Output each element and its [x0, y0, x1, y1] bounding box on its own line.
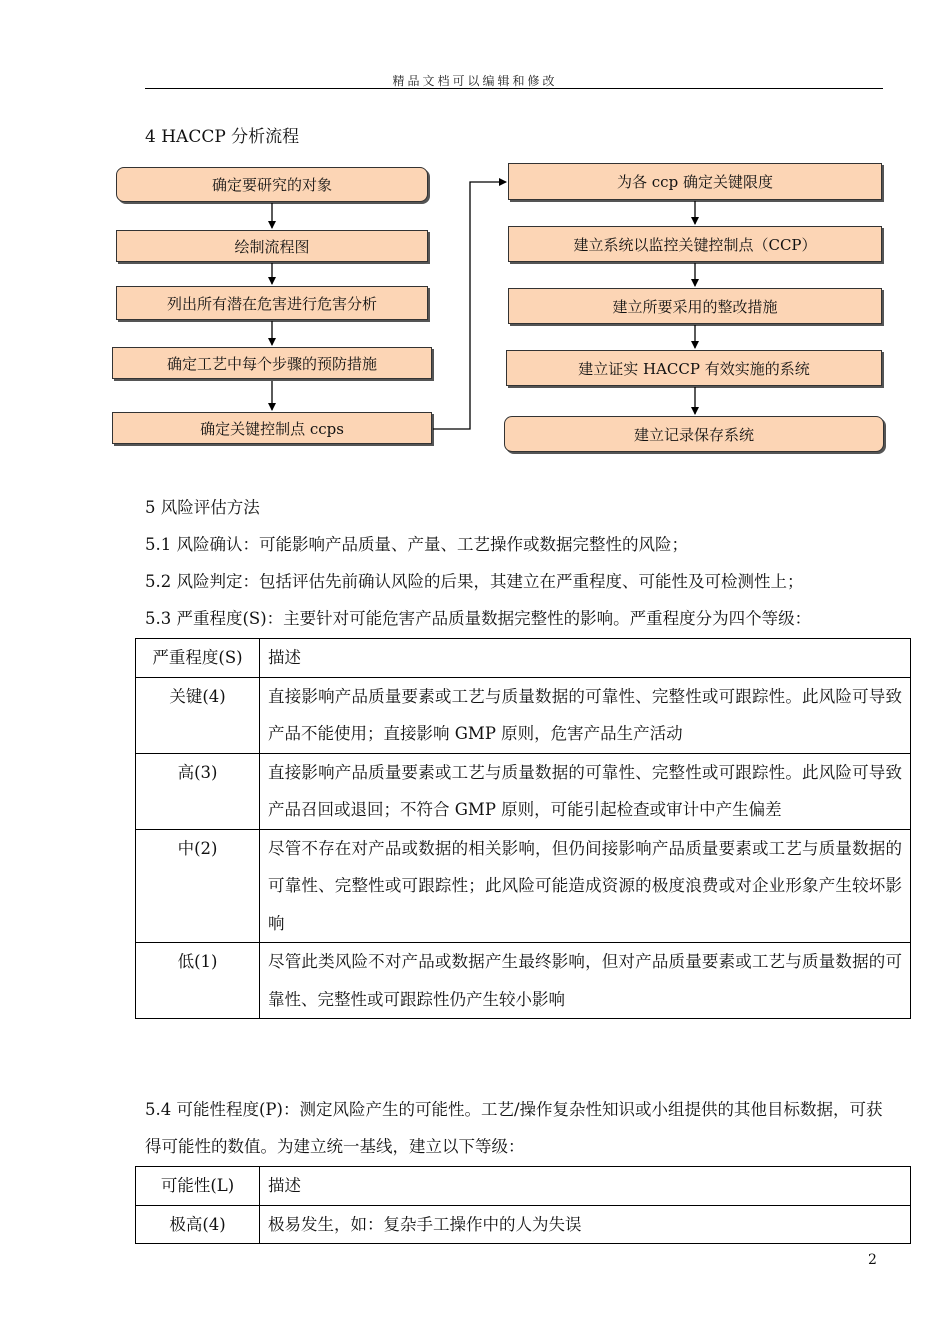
flow-step-6: 为各 ccp 确定关键限度	[508, 163, 882, 200]
section-5-title: 5 风险评估方法	[145, 498, 260, 517]
page-header: 精品文档可以编辑和修改	[392, 74, 558, 88]
severity-description: 尽管不存在对产品或数据的相关影响，但仍间接影响产品质量要素或工艺与质量数据的可靠性、完整性或可跟踪性；此风险可能造成资源的极度浪费或对企业形象产生较坏影响	[260, 829, 911, 943]
table-header-row	[136, 1167, 911, 1206]
flow-step-1: 确定要研究的对象	[116, 167, 428, 202]
paragraph-5-4: 5.4 可能性程度(P)：测定风险产生的可能性。工艺/操作复杂性知识或小组提供的其他目标数据，可获得可能性的数值。为建立统一基线，建立以下等级：	[145, 1100, 883, 1156]
table-row	[136, 943, 911, 1019]
flow-step-8: 建立所要采用的整改措施	[508, 288, 882, 324]
likelihood-level: 极高(4)	[136, 1205, 260, 1244]
flow-step-10: 建立记录保存系统	[504, 416, 884, 452]
header-cell-description: 描述	[260, 1167, 911, 1206]
table-row	[136, 677, 911, 753]
flow-arrows	[0, 0, 950, 470]
severity-description: 直接影响产品质量要素或工艺与质量数据的可靠性、完整性或可跟踪性。此风险可导致产品召回或退回；不符合 GMP 原则，可能引起检查或审计中产生偏差	[260, 753, 911, 829]
paragraph-5-2: 5.2 风险判定：包括评估先前确认风险的后果，其建立在严重程度、可能性及可检测性上；	[145, 572, 804, 591]
header-cell-severity: 严重程度(S)	[136, 639, 260, 678]
header-cell-description: 描述	[260, 639, 911, 678]
table-header-row	[136, 639, 911, 678]
likelihood-table	[135, 1166, 911, 1244]
table-row	[136, 753, 911, 829]
flow-step-2: 绘制流程图	[116, 230, 428, 262]
table-row	[136, 1205, 911, 1244]
severity-level: 中(2)	[136, 829, 260, 943]
likelihood-description: 极易发生，如：复杂手工操作中的人为失误	[260, 1205, 911, 1244]
flow-step-7: 建立系统以监控关键控制点（CCP）	[508, 226, 882, 262]
section-4-title: 4 HACCP 分析流程	[145, 127, 300, 147]
severity-table	[135, 638, 911, 1019]
severity-level: 关键(4)	[136, 677, 260, 753]
arrow-5-6	[433, 182, 506, 429]
severity-description: 直接影响产品质量要素或工艺与质量数据的可靠性、完整性或可跟踪性。此风险可导致产品不能使用；直接影响 GMP 原则，危害产品生产活动	[260, 677, 911, 753]
table-row	[136, 829, 911, 943]
flow-step-4: 确定工艺中每个步骤的预防措施	[112, 347, 432, 379]
page-number: 2	[868, 1252, 877, 1268]
paragraph-5-1: 5.1 风险确认：可能影响产品质量、产量、工艺操作或数据完整性的风险；	[145, 535, 688, 554]
paragraph-5-3: 5.3 严重程度(S)：主要针对可能危害产品质量数据完整性的影响。严重程度分为四个等级：	[145, 609, 812, 628]
header-cell-likelihood: 可能性(L)	[136, 1167, 260, 1206]
flow-step-9: 建立证实 HACCP 有效实施的系统	[506, 350, 882, 386]
severity-level: 低(1)	[136, 943, 260, 1019]
severity-level: 高(3)	[136, 753, 260, 829]
flow-step-5: 确定关键控制点 ccps	[112, 412, 432, 444]
severity-description: 尽管此类风险不对产品或数据产生最终影响，但对产品质量要素或工艺与质量数据的可靠性、完整性或可跟踪性仍产生较小影响	[260, 943, 911, 1019]
flow-step-3: 列出所有潜在危害进行危害分析	[116, 286, 428, 320]
